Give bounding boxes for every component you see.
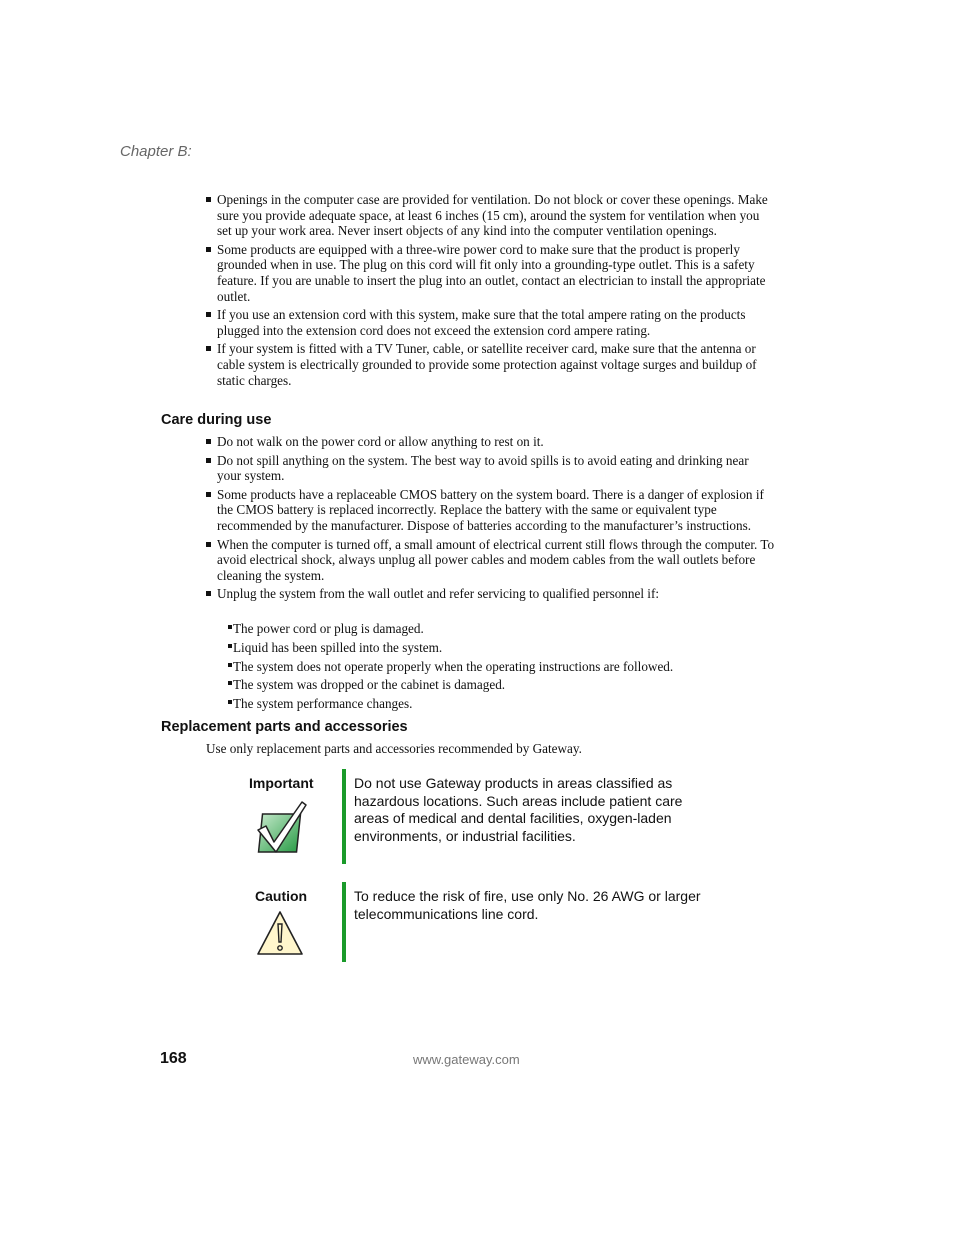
bullet-icon <box>228 663 232 667</box>
bullet-icon <box>228 625 232 629</box>
unplug-conditions-list <box>227 621 767 715</box>
sub-list-item: The system performance changes. <box>227 696 767 715</box>
checkmark-icon <box>254 800 310 856</box>
bullet-icon <box>228 681 232 685</box>
bullet-icon <box>206 492 211 497</box>
sub-list-item: The power cord or plug is damaged. <box>227 621 767 640</box>
footer-url: www.gateway.com <box>413 1052 520 1067</box>
sub-list-item: Liquid has been spilled into the system. <box>227 640 767 659</box>
bullet-icon <box>206 439 211 444</box>
sub-list-item: The system does not operate properly when the operating instructions are followed. <box>227 659 767 678</box>
sub-list-item: The system was dropped or the cabinet is damaged. <box>227 677 767 696</box>
list-item: Openings in the computer case are provided for ventilation. Do not block or cover these openings. Make sure you provide adequate space, at least 6 inches (15 cm), around the system for ventilation when you set up your work area. Never insert objects of any kind into the computer ventilation openings. <box>204 192 776 239</box>
page-number: 168 <box>160 1050 187 1067</box>
bullet-icon <box>206 247 211 252</box>
safety-list <box>204 192 776 391</box>
list-item: Some products have a replaceable CMOS battery on the system board. There is a danger of explosion if the CMOS battery is replaced incorrectly. Replace the battery with the same or equivalent type recommended by the manufacturer. Dispose of batteries according to the manufacturer’s instructions. <box>204 487 776 534</box>
important-text: Do not use Gateway products in areas classified as hazardous locations. Such areas include patient care areas of medical and dental facilities, oxygen-laden environments, or industrial facilities. <box>354 775 683 844</box>
bullet-icon <box>206 197 211 202</box>
list-item: Do not spill anything on the system. The best way to avoid spills is to avoid eating and drinking near your system. <box>204 453 776 484</box>
bullet-icon <box>206 312 211 317</box>
caution-label: Caution <box>255 888 308 904</box>
bullet-icon <box>206 458 211 463</box>
chapter-header: Chapter B: <box>120 143 192 160</box>
replacement-paragraph: Use only replacement parts and accessories recommended by Gateway. <box>206 741 582 756</box>
caution-accent-bar <box>342 882 346 962</box>
bullet-icon <box>228 644 232 648</box>
section-heading-care: Care during use <box>161 412 272 428</box>
list-item: Do not walk on the power cord or allow anything to rest on it. <box>204 434 776 450</box>
list-item: When the computer is turned off, a small amount of electrical current still flows through the computer. To avoid electrical shock, always unplug all power cables and modem cables from the wall outlets before cleaning the system. <box>204 537 776 584</box>
list-item: If your system is fitted with a TV Tuner, cable, or satellite receiver card, make sure that the antenna or cable system is electrically grounded to provide some protection against voltage surges and buildup of static charges. <box>204 341 776 388</box>
section-heading-replacement: Replacement parts and accessories <box>161 719 408 735</box>
care-list <box>204 434 776 605</box>
important-label: Important <box>249 775 314 791</box>
bullet-icon <box>228 700 232 704</box>
list-item: If you use an extension cord with this system, make sure that the total ampere rating on the products plugged into the extension cord does not exceed the extension cord ampere rating. <box>204 307 776 338</box>
list-item: Unplug the system from the wall outlet and refer servicing to qualified personnel if: <box>204 586 776 602</box>
list-item: Some products are equipped with a three-wire power cord to make sure that the product is properly grounded when in use. The plug on this cord will fit only into a grounding-type outlet. This is a safety feature. If you are unable to insert the plug into an outlet, contact an electrician to install the appropriate outlet. <box>204 242 776 304</box>
bullet-icon <box>206 591 211 596</box>
caution-text: To reduce the risk of fire, use only No. 26 AWG or larger telecommunications line cord. <box>354 888 701 922</box>
bullet-icon <box>206 346 211 351</box>
bullet-icon <box>206 542 211 547</box>
warning-triangle-icon <box>256 910 304 956</box>
important-accent-bar <box>342 769 346 864</box>
